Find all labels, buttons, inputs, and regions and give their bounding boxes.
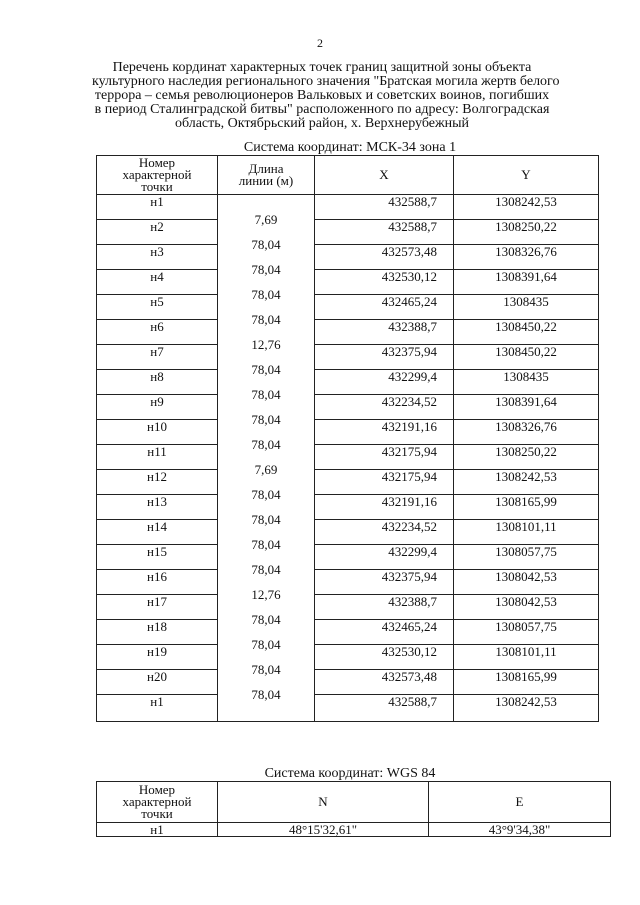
table-row [97,823,611,837]
cell-y [454,645,599,670]
cell-y [454,395,599,420]
line-length: 78,04 [218,638,314,651]
cell-point [97,220,218,245]
line-length: 78,04 [218,538,314,551]
y-coordinate: 1308165,99 [495,669,557,684]
table-row [97,670,599,695]
header-y: Y [454,156,599,195]
msk-table-body [97,195,599,722]
cell-y [454,270,599,295]
point-number: н8 [150,369,164,384]
cell-y [454,195,599,220]
x-coordinate: 432299,4 [388,369,437,384]
y-coordinate: 1308250,22 [495,219,557,234]
x-coordinate: 432588,7 [388,219,437,234]
point-number: н18 [147,619,167,634]
table-row [97,420,599,445]
point-number: н17 [147,594,167,609]
cell-point [97,445,218,470]
cell-x [315,395,454,420]
x-coordinate: 432530,12 [381,644,437,659]
header-length [218,156,315,195]
y-coordinate: 1308391,64 [495,394,557,409]
title-line: Перечень кординат характерных точек границ защитной зоны объекта [112,60,532,75]
cell-point [97,245,218,270]
line-length: 7,69 [218,213,314,226]
cell-point [97,620,218,645]
table-row [97,270,599,295]
document-title [92,60,560,131]
cell-point [97,345,218,370]
line-length: 7,69 [218,463,314,476]
title-line: область, Октябрьский район, х. Верхнерубежный [174,116,470,131]
table-row [97,545,599,570]
point-number: н6 [150,319,164,334]
table-row [97,695,599,722]
cell-x [315,295,454,320]
table-header-row [97,156,599,195]
table-row [97,395,599,420]
line-length: 12,76 [218,338,314,351]
cell-x [315,445,454,470]
y-coordinate: 1308057,75 [495,544,557,559]
table-row [97,570,599,595]
cell-x [315,645,454,670]
y-coordinate: 1308242,53 [495,194,557,209]
cell-point [97,270,218,295]
point-number: н4 [150,269,164,284]
cell-y [454,595,599,620]
table-row [97,345,599,370]
title-line: в период Сталинградской битвы" расположенного по адресу: Волгоградская [94,102,550,117]
header-x: X [315,156,454,195]
line-length: 78,04 [218,513,314,526]
cell-y [454,695,599,722]
x-coordinate: 432175,94 [381,469,437,484]
cell-x [315,220,454,245]
x-coordinate: 432573,48 [381,244,437,259]
table-row [97,620,599,645]
table-row [97,220,599,245]
cell-y [454,545,599,570]
x-coordinate: 432375,94 [381,344,437,359]
cell-x [315,370,454,395]
point-number: н10 [147,419,167,434]
x-coordinate: 432299,4 [388,544,437,559]
cell-x [315,595,454,620]
y-coordinate: 1308042,53 [495,594,557,609]
title-line: культурного наследия регионального значения "Братская могила жертв белого [92,74,560,89]
line-length: 78,04 [218,438,314,451]
y-coordinate: 1308450,22 [495,319,557,334]
y-coordinate: 1308450,22 [495,344,557,359]
cell-y [454,220,599,245]
header-point-line: характерной [122,794,192,809]
cell-x [315,470,454,495]
table-row [97,295,599,320]
header-length-line: Длина [248,161,284,176]
x-coordinate: 432573,48 [381,669,437,684]
line-length: 78,04 [218,288,314,301]
page-number: 2 [317,36,323,50]
point-number: н15 [147,544,167,559]
x-coordinate: 432175,94 [381,444,437,459]
point-number: н2 [150,219,164,234]
header-point [97,782,218,823]
line-length: 78,04 [218,363,314,376]
cell-y [454,670,599,695]
point-number: н20 [147,669,167,684]
y-coordinate: 1308042,53 [495,569,557,584]
line-length: 78,04 [218,263,314,276]
table-row [97,520,599,545]
x-coordinate: 432191,16 [381,494,437,509]
header-point-line: Номер [138,155,176,170]
cell-x [315,545,454,570]
wgs-coordinates-table [96,781,611,837]
table-row [97,495,599,520]
line-length: 78,04 [218,313,314,326]
line-length: 78,04 [218,413,314,426]
title-line: террора – семья революционеров Вальковых и советских воинов, погибших [94,88,550,103]
cell-y [454,620,599,645]
x-coordinate: 432388,7 [388,319,437,334]
line-length: 78,04 [218,388,314,401]
cell-x [315,195,454,220]
cell-y [454,370,599,395]
y-coordinate: 1308101,11 [495,644,557,659]
cell-point [97,295,218,320]
y-coordinate: 1308242,53 [495,469,557,484]
cell-point [97,570,218,595]
cell-x [315,570,454,595]
x-coordinate: 432530,12 [381,269,437,284]
point-number: н19 [147,644,167,659]
x-coordinate: 432388,7 [388,594,437,609]
x-coordinate: 432588,7 [388,194,437,209]
cell-y [454,320,599,345]
cell-point [97,695,218,722]
header-e: E [429,782,611,823]
x-coordinate: 432234,52 [381,394,437,409]
cell-y [454,245,599,270]
y-coordinate: 1308435 [503,294,549,309]
y-coordinate: 1308326,76 [495,419,557,434]
cell-y [454,345,599,370]
y-coordinate: 1308326,76 [495,244,557,259]
y-coordinate: 1308101,11 [495,519,557,534]
cell-point: н1 [97,823,218,837]
line-length: 78,04 [218,563,314,576]
point-number: н14 [147,519,167,534]
header-point [97,156,218,195]
point-number: н7 [150,344,164,359]
cell-point [97,370,218,395]
point-number: н3 [150,244,164,259]
cell-y [454,420,599,445]
cell-y [454,295,599,320]
x-coordinate: 432465,24 [381,619,437,634]
table-row [97,195,599,220]
cell-point [97,395,218,420]
table-row [97,245,599,270]
cell-x [315,495,454,520]
point-number: н1 [150,694,164,709]
header-n: N [218,782,429,823]
y-coordinate: 1308250,22 [495,444,557,459]
line-length: 12,76 [218,588,314,601]
x-coordinate: 432234,52 [381,519,437,534]
point-number: н12 [147,469,167,484]
header-point-line: точки [141,179,173,194]
header-point-line: характерной [122,167,192,182]
x-coordinate: 432465,24 [381,294,437,309]
line-length: 78,04 [218,663,314,676]
point-number: н1 [150,194,164,209]
table-row [97,320,599,345]
point-number: н16 [147,569,167,584]
cell-point [97,545,218,570]
msk-coordinates-table [96,155,599,722]
table-row [97,595,599,620]
line-length: 78,04 [218,488,314,501]
msk-caption: Система координат: МСК-34 зона 1 [243,140,457,155]
point-number: н5 [150,294,164,309]
wgs-caption: Система координат: WGS 84 [264,766,436,781]
cell-point [97,520,218,545]
x-coordinate: 432191,16 [381,419,437,434]
header-length-line: линии (м) [238,173,294,188]
x-coordinate: 432375,94 [381,569,437,584]
table-row [97,445,599,470]
cell-x [315,270,454,295]
y-coordinate: 1308435 [503,369,549,384]
x-coordinate: 432588,7 [388,694,437,709]
cell-length [218,195,315,227]
cell-x [315,695,454,722]
cell-point [97,595,218,620]
cell-x [315,670,454,695]
cell-point [97,420,218,445]
cell-y [454,470,599,495]
cell-n: 48°15'32,61" [218,823,429,837]
cell-point [97,670,218,695]
cell-x [315,320,454,345]
line-length: 78,04 [218,613,314,626]
line-length: 78,04 [218,688,314,701]
header-point-line: Номер [138,782,176,797]
cell-x [315,520,454,545]
y-coordinate: 1308165,99 [495,494,557,509]
header-point-line: точки [141,806,173,821]
line-length: 78,04 [218,238,314,251]
y-coordinate: 1308391,64 [495,269,557,284]
cell-point [97,320,218,345]
cell-y [454,520,599,545]
point-number: н9 [150,394,164,409]
table-row [97,470,599,495]
cell-point [97,470,218,495]
cell-point [97,495,218,520]
cell-point [97,645,218,670]
y-coordinate: 1308057,75 [495,619,557,634]
cell-y [454,495,599,520]
cell-x [315,345,454,370]
cell-x [315,245,454,270]
point-number: н13 [147,494,167,509]
cell-y [454,445,599,470]
y-coordinate: 1308242,53 [495,694,557,709]
cell-point [97,195,218,220]
cell-x [315,420,454,445]
table-row [97,645,599,670]
cell-y [454,570,599,595]
cell-x [315,620,454,645]
cell-e: 43°9'34,38" [429,823,611,837]
table-row [97,370,599,395]
table-header-row [97,782,611,823]
point-number: н11 [147,444,167,459]
